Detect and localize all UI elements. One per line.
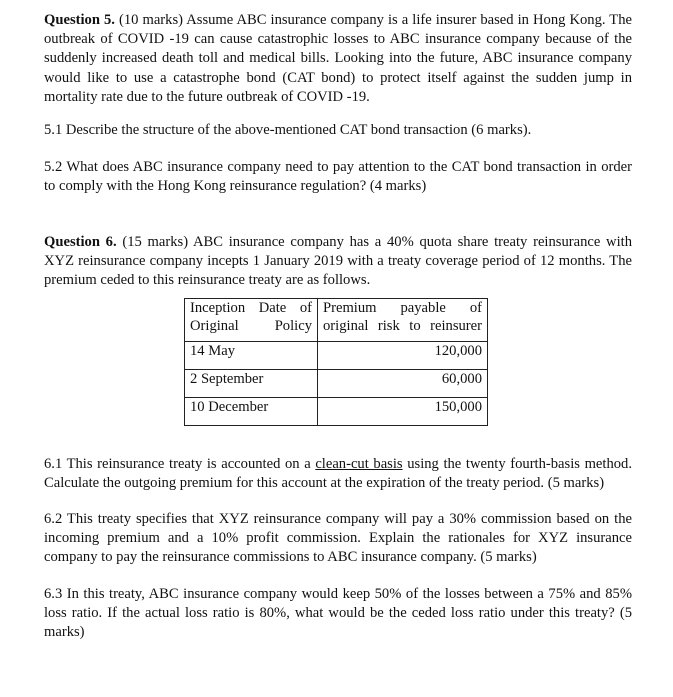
table-cell-premium: 120,000	[318, 342, 488, 370]
question-6-heading: Question 6.	[44, 234, 117, 250]
question-6-intro	[44, 233, 632, 291]
question-5-heading: Question 5.	[44, 12, 115, 28]
table-header-inception-date: Inception Date of Original Policy	[185, 299, 318, 342]
premium-table	[184, 298, 488, 426]
table-row	[185, 342, 488, 370]
question-6-text: (15 marks) ABC insurance company has a 40% quota share treaty reinsurance with XYZ reinsurance company incepts 1 January 2019 with a treaty coverage period of 12 months. The premium ceded to this reinsurance treaty are as follows.	[44, 234, 633, 289]
table-cell-premium: 150,000	[318, 398, 488, 426]
question-6-3: 6.3 In this treaty, ABC insurance company would keep 50% of the losses between a 75% and 85% loss ratio. If the actual loss ratio is 80%, what would be the ceded loss ratio under this treaty? (5 marks)	[44, 586, 632, 641]
table-row	[185, 370, 488, 398]
question-5-intro	[44, 11, 632, 107]
question-6-2: 6.2 This treaty specifies that XYZ reinsurance company will pay a 30% commission based on the incoming premium and a 10% profit commission. Explain the rationales for XYZ insurance company to pay the reinsurance commissions to ABC insurance company. (5 marks)	[44, 511, 632, 566]
table-row	[185, 398, 488, 426]
clean-cut-basis-term: clean-cut basis	[315, 456, 403, 472]
question-5-2: 5.2 What does ABC insurance company need to pay attention to the CAT bond transaction in order to comply with the Hong Kong reinsurance regulation? (4 marks)	[44, 159, 632, 195]
table-header-row	[185, 299, 488, 342]
table-cell-premium: 60,000	[318, 370, 488, 398]
table-header-premium: Premium payable of original risk to reinsurer	[318, 299, 488, 342]
question-5-1: 5.1 Describe the structure of the above-mentioned CAT bond transaction (6 marks).	[44, 122, 532, 138]
table-cell-date: 10 December	[185, 398, 318, 426]
question-5-text: (10 marks) Assume ABC insurance company is a life insurer based in Hong Kong. The outbreak of COVID -19 can cause catastrophic losses to ABC insurance company because of the suddenly increased death toll and medical bills. Looking into the future, ABC insurance company would like to use a catastrophe bond (CAT bond) to protect itself against the sudden jump in mortality rate due to the future outbreak of COVID -19.	[44, 12, 632, 105]
question-6-1: 6.1 This reinsurance treaty is accounted on a clean-cut basis using the twenty fourth-basis method. Calculate the outgoing premium for this account at the expiration of the treaty period. (5 marks)	[44, 456, 632, 492]
table-cell-date: 2 September	[185, 370, 318, 398]
table-cell-date: 14 May	[185, 342, 318, 370]
